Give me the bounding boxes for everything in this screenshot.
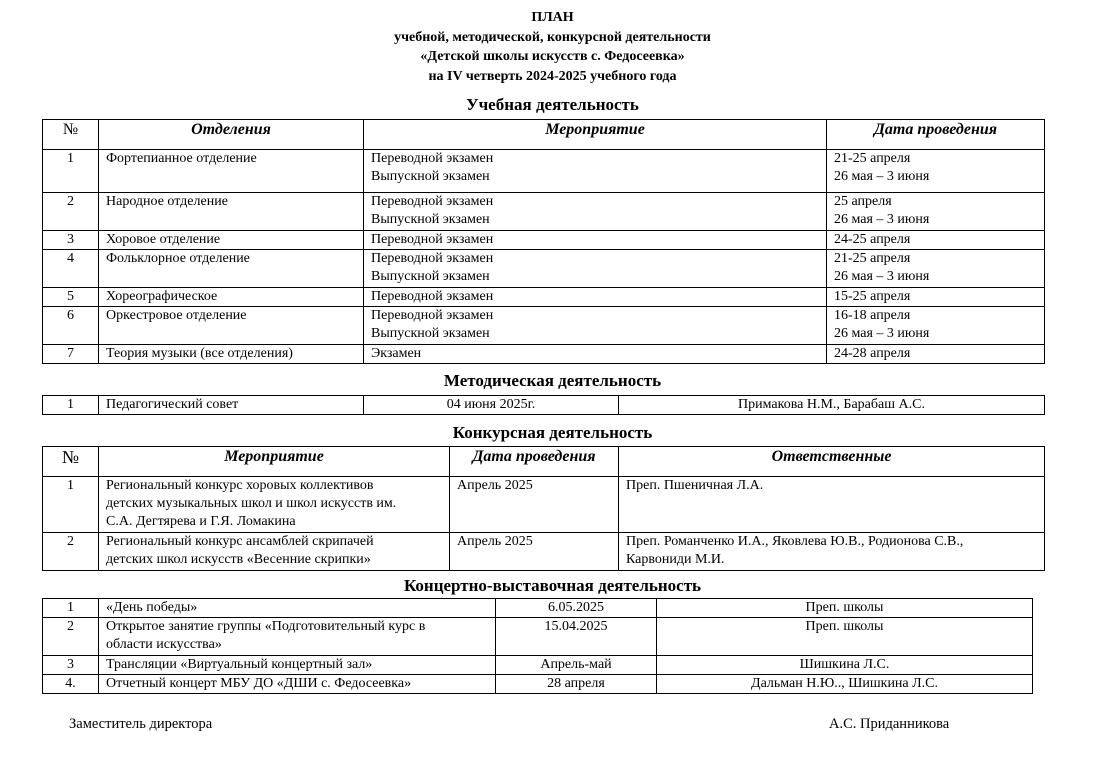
row-date: 6.05.2025 [496, 599, 657, 618]
row-event [364, 193, 827, 231]
event-line: Региональный конкурс ансамблей скрипачей [106, 534, 374, 549]
row-date: Апрель-май [496, 656, 657, 675]
event-line: Выпускной экзамен [371, 269, 490, 284]
event-line: Выпускной экзамен [371, 169, 490, 184]
row-event: «День победы» [99, 599, 496, 618]
section-title-contest: Конкурсная деятельность [452, 423, 653, 442]
table-row [43, 477, 1045, 533]
col-event: Мероприятие [364, 120, 827, 150]
row-num: 7 [43, 345, 99, 364]
table-row [43, 345, 1045, 364]
row-num: 5 [43, 288, 99, 307]
event-line: С.А. Дегтярева и Г.Я. Ломакина [106, 514, 296, 529]
event-line: детских школ искусств «Весенние скрипки» [106, 552, 371, 567]
date-line: 26 мая – 3 июня [834, 169, 930, 184]
row-num: 6 [43, 307, 99, 345]
row-event: Трансляции «Виртуальный концертный зал» [99, 656, 496, 675]
row-event [364, 307, 827, 345]
col-num: № [43, 120, 99, 150]
edu-table-header [43, 120, 1045, 150]
row-date: 04 июня 2025г. [364, 396, 619, 415]
row-responsible: Дальман Н.Ю.., Шишкина Л.С. [657, 675, 1033, 694]
row-num: 1 [43, 599, 99, 618]
table-row [43, 231, 1045, 250]
table-row [43, 618, 1033, 656]
row-responsible: Преп. школы [657, 599, 1033, 618]
row-date [827, 307, 1045, 345]
signer-position: Заместитель директора [69, 716, 213, 732]
table-row [43, 599, 1033, 618]
date-line: 26 мая – 3 июня [834, 212, 930, 227]
row-event [364, 150, 827, 193]
event-line: Переводной экзамен [371, 194, 494, 209]
col-num: № [43, 447, 99, 477]
date-line: 25 апреля [834, 194, 892, 209]
row-event [99, 618, 496, 656]
row-event: Переводной экзамен [364, 231, 827, 250]
row-date: Апрель 2025 [450, 477, 619, 533]
row-num: 4. [43, 675, 99, 694]
plan-period: на IV четверть 2024-2025 учебного года [428, 68, 677, 84]
row-event [99, 533, 450, 571]
date-line: 26 мая – 3 июня [834, 269, 930, 284]
row-dept: Оркестровое отделение [99, 307, 364, 345]
row-date [827, 150, 1045, 193]
col-responsible: Ответственные [619, 447, 1045, 477]
event-line: Региональный конкурс хоровых коллективов [106, 478, 374, 493]
row-date: 24-25 апреля [827, 231, 1045, 250]
date-line: 16-18 апреля [834, 308, 911, 323]
event-line: Переводной экзамен [371, 251, 494, 266]
event-line: Открытое занятие группы «Подготовительный курс в [106, 619, 426, 634]
section-title-method: Методическая деятельность [443, 371, 662, 390]
resp-line: Карвониди М.И. [626, 552, 725, 567]
row-num: 4 [43, 250, 99, 288]
row-num: 2 [43, 533, 99, 571]
row-num: 2 [43, 618, 99, 656]
table-row [43, 675, 1033, 694]
section-title-edu: Учебная деятельность [466, 95, 639, 114]
row-dept: Фольклорное отделение [99, 250, 364, 288]
col-date: Дата проведения [827, 120, 1045, 150]
plan-title: ПЛАН [531, 10, 574, 25]
contest-table [42, 446, 1045, 571]
school-name: «Детской школы искусств с. Федосеевка» [420, 49, 685, 64]
row-responsible: Шишкина Л.С. [657, 656, 1033, 675]
row-dept: Фортепианное отделение [99, 150, 364, 193]
row-num: 3 [43, 656, 99, 675]
edu-table [42, 119, 1045, 364]
row-dept: Хоровое отделение [99, 231, 364, 250]
row-event [99, 477, 450, 533]
table-row [43, 307, 1045, 345]
row-event: Переводной экзамен [364, 288, 827, 307]
date-line: 21-25 апреля [834, 251, 911, 266]
method-table [42, 395, 1045, 415]
document-header [0, 8, 1105, 86]
row-responsible [619, 533, 1045, 571]
row-responsible: Преп. школы [657, 618, 1033, 656]
event-line: Выпускной экзамен [371, 212, 490, 227]
table-row [43, 193, 1045, 231]
concert-table [42, 598, 1033, 694]
row-event [364, 250, 827, 288]
table-row [43, 250, 1045, 288]
event-line: Переводной экзамен [371, 308, 494, 323]
row-num: 1 [43, 477, 99, 533]
row-date: 28 апреля [496, 675, 657, 694]
row-dept: Хореографическое [99, 288, 364, 307]
col-date: Дата проведения [450, 447, 619, 477]
date-line: 21-25 апреля [834, 151, 911, 166]
row-num: 1 [43, 396, 99, 415]
row-date: 15.04.2025 [496, 618, 657, 656]
row-responsible: Преп. Пшеничная Л.А. [619, 477, 1045, 533]
row-dept: Теория музыки (все отделения) [99, 345, 364, 364]
event-line: Выпускной экзамен [371, 326, 490, 341]
row-date: Апрель 2025 [450, 533, 619, 571]
contest-table-header [43, 447, 1045, 477]
col-event: Мероприятие [99, 447, 450, 477]
table-row [43, 533, 1045, 571]
signer-name: А.С. Приданникова [829, 716, 950, 732]
row-num: 3 [43, 231, 99, 250]
row-responsible: Примакова Н.М., Барабаш А.С. [619, 396, 1045, 415]
row-num: 1 [43, 150, 99, 193]
event-line: Переводной экзамен [371, 151, 494, 166]
row-date [827, 250, 1045, 288]
date-line: 26 мая – 3 июня [834, 326, 930, 341]
row-date: 24-28 апреля [827, 345, 1045, 364]
row-date [827, 193, 1045, 231]
row-event: Экзамен [364, 345, 827, 364]
row-event: Отчетный концерт МБУ ДО «ДШИ с. Федосеевка» [99, 675, 496, 694]
row-event: Педагогический совет [99, 396, 364, 415]
row-num: 2 [43, 193, 99, 231]
table-row [43, 150, 1045, 193]
plan-subtitle: учебной, методической, конкурсной деятельности [394, 29, 711, 45]
row-dept: Народное отделение [99, 193, 364, 231]
resp-line: Преп. Романченко И.А., Яковлева Ю.В., Родионова С.В., [626, 534, 964, 549]
row-date: 15-25 апреля [827, 288, 1045, 307]
event-line: области искусства» [106, 637, 222, 652]
table-row [43, 396, 1045, 415]
section-title-concert: Концертно-выставочная деятельность [403, 576, 702, 595]
event-line: детских музыкальных школ и школ искусств им. [106, 496, 397, 511]
table-row [43, 288, 1045, 307]
table-row [43, 656, 1033, 675]
col-dept: Отделения [99, 120, 364, 150]
